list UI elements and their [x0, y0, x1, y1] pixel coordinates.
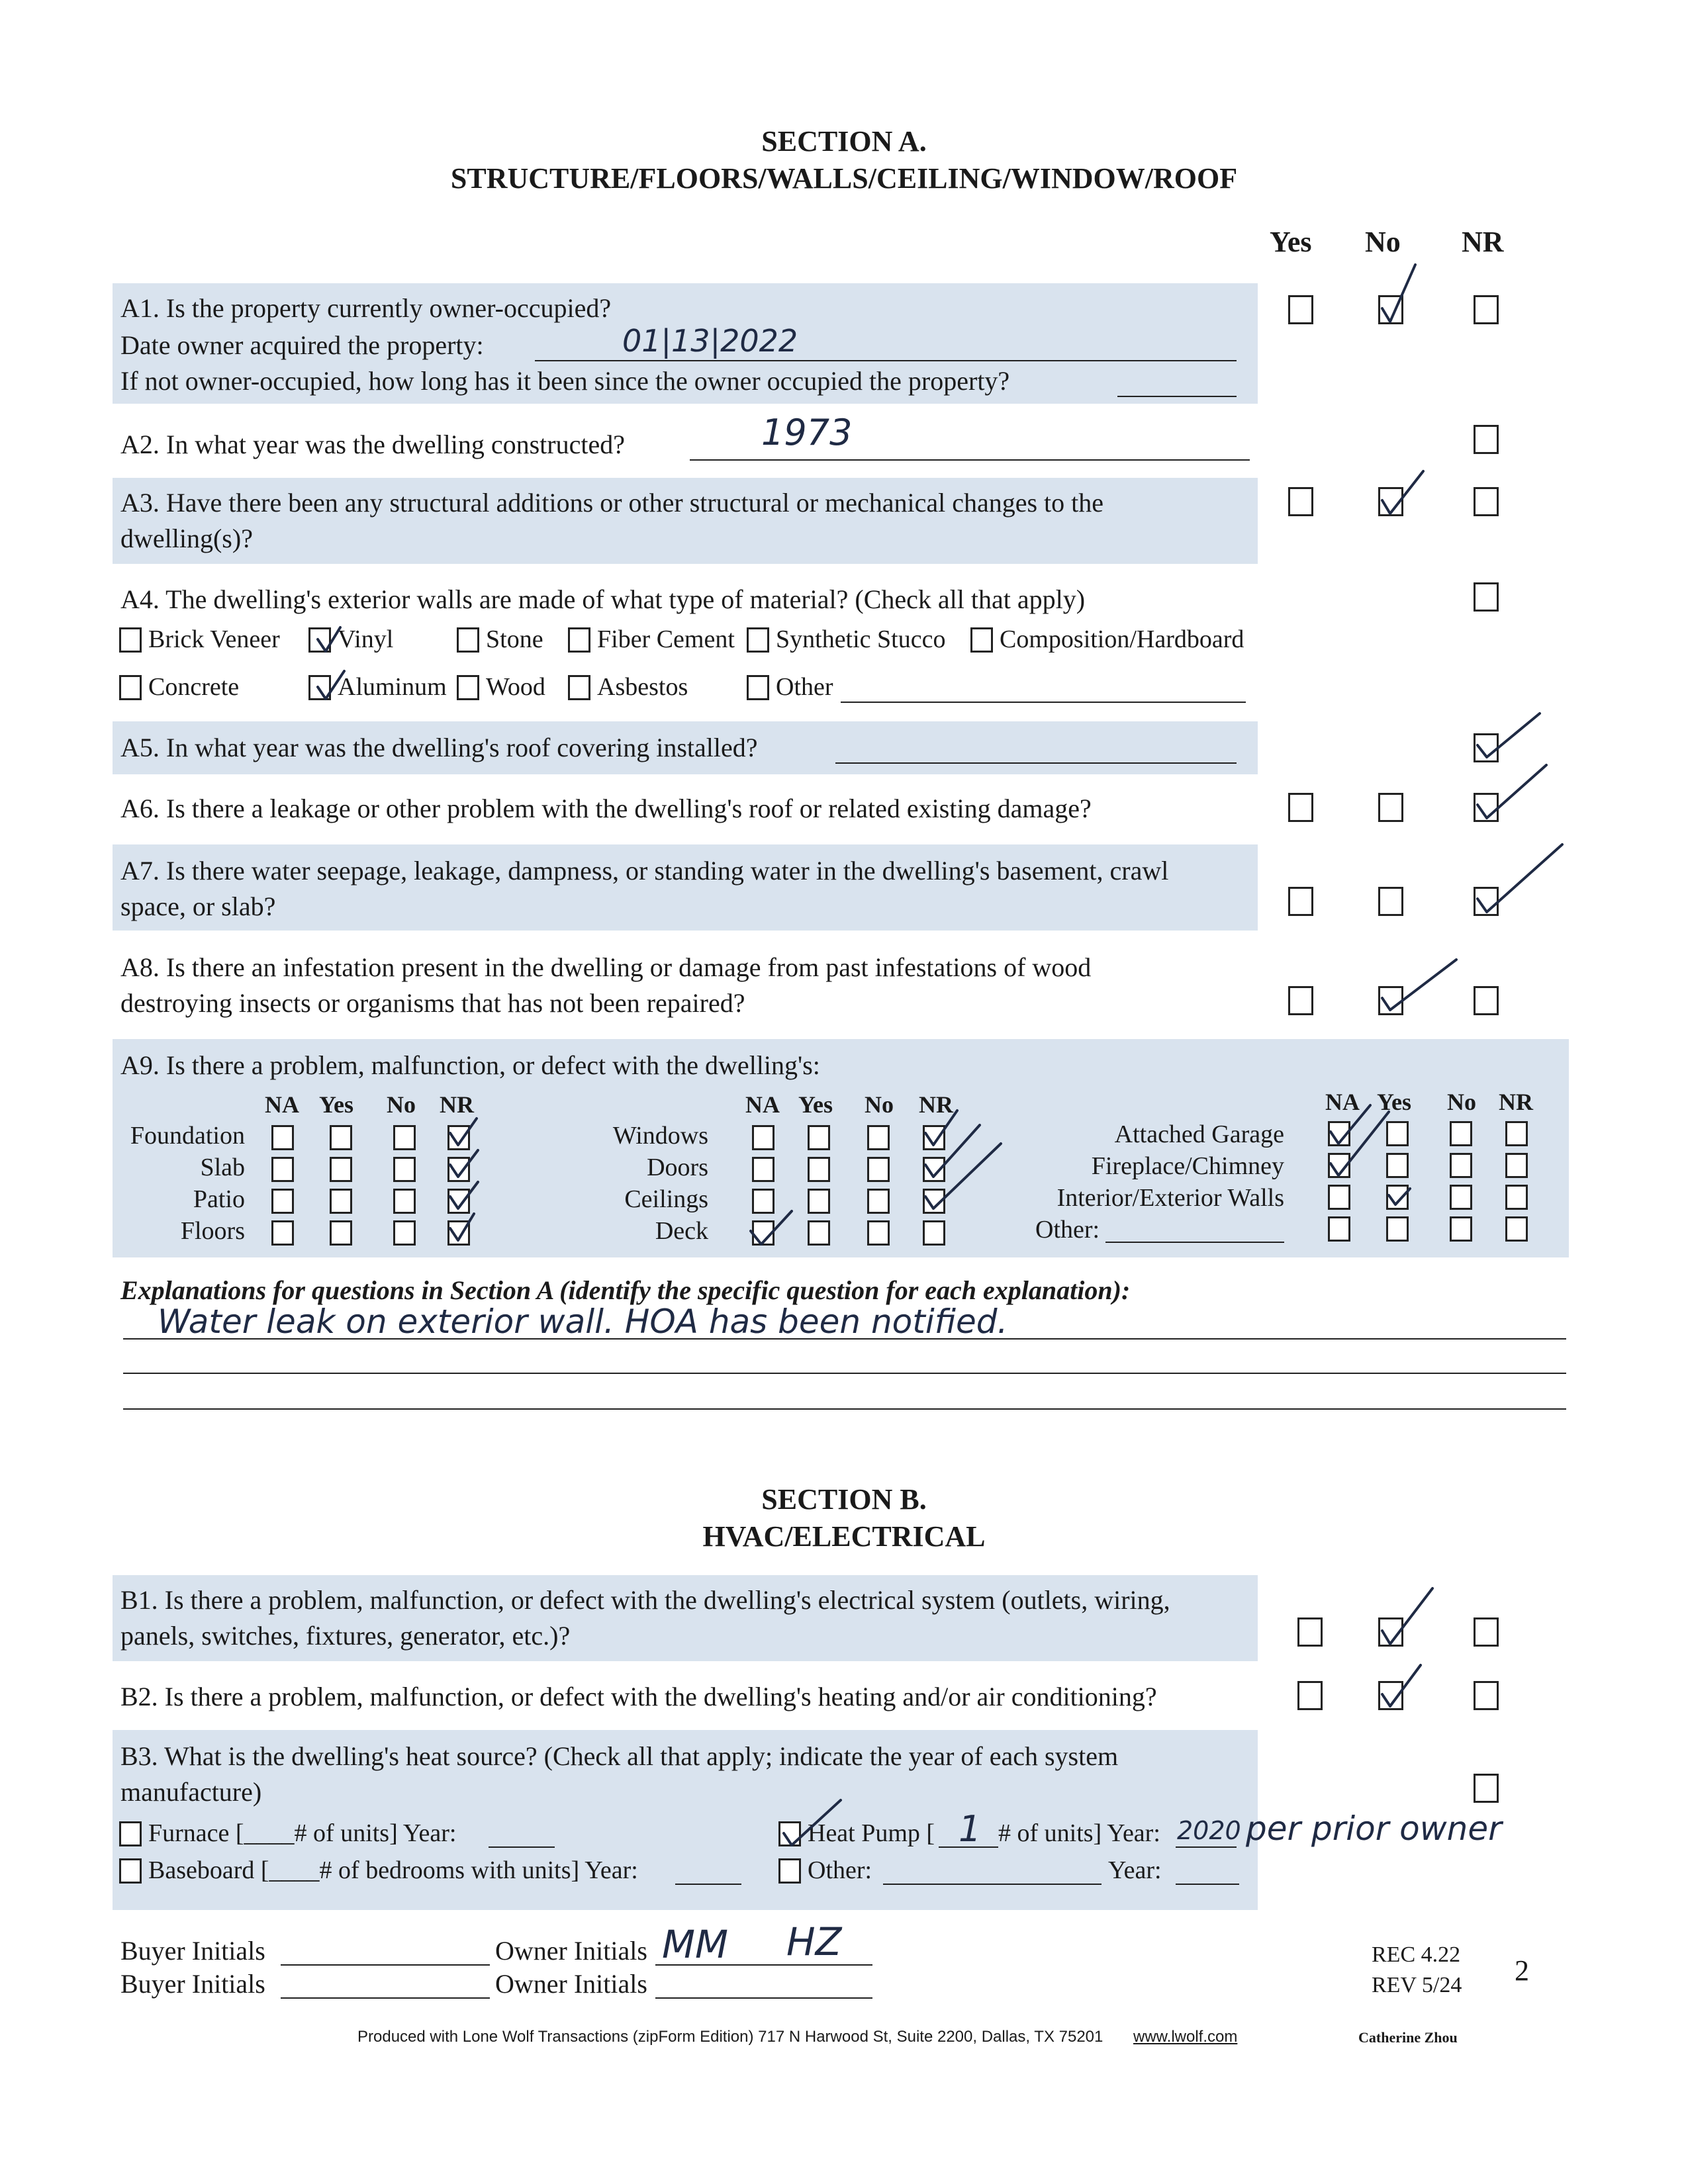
- a9-floors-nr-check: [450, 1214, 474, 1240]
- a5-question: A5. In what year was the dwelling's roof covering installed?: [120, 733, 758, 762]
- a4-comp-label: Composition/Hardboard: [1000, 625, 1244, 653]
- b3-heatpump-year-value[interactable]: 2020: [1177, 1816, 1241, 1845]
- a4-asbestos-label: Asbestos: [597, 673, 688, 701]
- a9-foundation-nr-check: [450, 1118, 477, 1145]
- a2-year-value[interactable]: 1973: [761, 412, 853, 453]
- rec-label: REC 4.22: [1372, 1942, 1461, 1967]
- a4-fiber-label: Fiber Cement: [597, 625, 735, 653]
- a4-aluminum-check: [318, 671, 344, 699]
- a9-g1-header-na: NA: [265, 1091, 299, 1118]
- a1-question: A1. Is the property currently owner-occupied?: [120, 293, 612, 323]
- a9-other-label: Other:: [1035, 1216, 1100, 1244]
- b3-furnace-label: Furnace [____# of units] Year:: [148, 1819, 457, 1847]
- a9-question: A9. Is there a problem, malfunction, or defect with the dwelling's:: [120, 1050, 820, 1080]
- a9-windows-nr-check: [925, 1111, 957, 1145]
- a8-question-line1: A8. Is there an infestation present in the dwelling or damage from past infestations of wood: [120, 952, 1092, 982]
- a6-nr-check: [1477, 765, 1546, 818]
- buyer-initials-label-1: Buyer Initials: [120, 1936, 265, 1966]
- a9-slab-nr-check: [450, 1150, 478, 1177]
- a9-ceilings-label: Ceilings: [624, 1185, 708, 1213]
- a4-concrete-label: Concrete: [148, 673, 240, 701]
- produced-with-text: Produced with Lone Wolf Transactions (zipForm Edition) 717 N Harwood St, Suite 2200, Dallas, TX 75201: [357, 2028, 1103, 2046]
- a1-date-value[interactable]: 01|13|2022: [622, 323, 798, 359]
- b2-no-check: [1382, 1665, 1421, 1706]
- owner-initials-label-1: Owner Initials: [495, 1936, 647, 1966]
- b2-question: B2. Is there a problem, malfunction, or defect with the dwelling's heating and/or air conditioning?: [120, 1682, 1157, 1711]
- a4-vinyl-check: [318, 627, 340, 651]
- a9-windows-label: Windows: [612, 1122, 708, 1150]
- b3-heatpump-check: [784, 1800, 841, 1845]
- a9-garage-na-check: [1331, 1105, 1370, 1144]
- a5-nr-check: [1477, 713, 1540, 757]
- agent-name: Catherine Zhou: [1358, 2029, 1458, 2046]
- a9-ceilings-nr-check: [925, 1144, 1001, 1208]
- a3-no-check: [1382, 471, 1423, 514]
- a9-floors-label: Floors: [180, 1217, 245, 1245]
- col-header-no: No: [1365, 226, 1401, 258]
- page-number: 2: [1515, 1954, 1529, 1987]
- explanations-value[interactable]: Water leak on exterior wall. HOA has been notified.: [158, 1302, 1008, 1341]
- a9-fireplace-label: Fireplace/Chimney: [1091, 1152, 1284, 1180]
- a9-g2-header-no: No: [865, 1091, 894, 1118]
- a9-g1-header-yes: Yes: [319, 1091, 353, 1118]
- a4-stucco-label: Synthetic Stucco: [776, 625, 946, 653]
- b3-heatpump-label-pre: Heat Pump [: [808, 1819, 935, 1847]
- b1-no-check: [1382, 1588, 1432, 1644]
- b3-other-year-label: Year:: [1108, 1856, 1162, 1884]
- a9-g3-header-na: NA: [1325, 1089, 1360, 1115]
- a9-g2-header-nr: NR: [919, 1091, 953, 1118]
- a9-deck-label: Deck: [655, 1217, 708, 1245]
- a9-garage-label: Attached Garage: [1114, 1120, 1284, 1148]
- b3-question-line2: manufacture): [120, 1777, 262, 1807]
- owner-initials-label-2: Owner Initials: [495, 1969, 647, 1999]
- b3-heatpump-label-post: # of units] Year:: [998, 1819, 1160, 1847]
- a9-deck-na-check: [751, 1211, 792, 1244]
- a3-question-line2: dwelling(s)?: [120, 523, 253, 553]
- a2-question: A2. In what year was the dwelling constructed?: [120, 430, 625, 459]
- b3-heatpump-note: per prior owner: [1246, 1809, 1502, 1848]
- b1-question-line1: B1. Is there a problem, malfunction, or defect with the dwelling's electrical system (outlets, wiring,: [120, 1585, 1170, 1615]
- a4-wood-label: Wood: [486, 673, 545, 701]
- b3-baseboard-label: Baseboard [____# of bedrooms with units] Year:: [148, 1856, 638, 1884]
- lwolf-link[interactable]: www.lwolf.com: [1133, 2028, 1238, 2046]
- a7-question-line2: space, or slab?: [120, 891, 276, 921]
- a4-question: A4. The dwelling's exterior walls are made of what type of material? (Check all that apply): [120, 584, 1086, 614]
- owner-initials-value-2[interactable]: HZ: [786, 1919, 842, 1964]
- a1-date-label: Date owner acquired the property:: [120, 330, 484, 360]
- a9-g2-header-na: NA: [745, 1091, 780, 1118]
- a1-no-check: [1382, 265, 1415, 322]
- a9-foundation-label: Foundation: [130, 1122, 245, 1150]
- buyer-initials-label-2: Buyer Initials: [120, 1969, 265, 1999]
- a1-not-occupied-question: If not owner-occupied, how long has it been since the owner occupied the property?: [120, 366, 1010, 396]
- a9-g3-header-nr: NR: [1499, 1089, 1533, 1115]
- b3-heatpump-units-value[interactable]: 1: [959, 1808, 982, 1850]
- a6-question: A6. Is there a leakage or other problem with the dwelling's roof or related existing damage?: [120, 794, 1092, 823]
- section-a-title: SECTION A.: [761, 125, 927, 158]
- a7-question-line1: A7. Is there water seepage, leakage, dampness, or standing water in the dwelling's basement, crawl: [120, 856, 1169, 886]
- rev-label: REV 5/24: [1372, 1973, 1462, 1997]
- section-a-subtitle: STRUCTURE/FLOORS/WALLS/CEILING/WINDOW/ROOF: [450, 162, 1238, 195]
- a4-stone-label: Stone: [486, 625, 543, 653]
- a9-doors-label: Doors: [647, 1154, 708, 1181]
- a7-nr-check: [1477, 844, 1562, 912]
- a3-question-line1: A3. Have there been any structural additions or other structural or mechanical changes to the: [120, 488, 1103, 518]
- a9-g1-header-nr: NR: [440, 1091, 474, 1118]
- b1-question-line2: panels, switches, fixtures, generator, etc.)?: [120, 1621, 571, 1651]
- col-header-nr: NR: [1462, 226, 1504, 258]
- b3-question-line1: B3. What is the dwelling's heat source? (Check all that apply; indicate the year of each system: [120, 1741, 1119, 1771]
- owner-initials-value-1[interactable]: MM: [662, 1922, 729, 1967]
- b3-other-label: Other:: [808, 1856, 872, 1884]
- a9-walls-yes-check: [1389, 1189, 1410, 1205]
- section-b-subtitle: HVAC/ELECTRICAL: [702, 1520, 986, 1553]
- a8-no-check: [1382, 960, 1456, 1010]
- a9-walls-label: Interior/Exterior Walls: [1056, 1184, 1284, 1212]
- a9-patio-label: Patio: [193, 1185, 245, 1213]
- col-header-yes: Yes: [1270, 226, 1312, 258]
- a9-g2-header-yes: Yes: [798, 1091, 833, 1118]
- a9-slab-label: Slab: [200, 1154, 245, 1181]
- a9-patio-nr-check: [450, 1182, 478, 1208]
- a9-g3-header-no: No: [1447, 1089, 1476, 1115]
- a8-question-line2: destroying insects or organisms that has not been repaired?: [120, 988, 745, 1018]
- a9-g3-header-yes: Yes: [1377, 1089, 1411, 1115]
- section-b-title: SECTION B.: [761, 1483, 927, 1516]
- a4-other-label: Other: [776, 673, 833, 701]
- explanations-label: Explanations for questions in Section A (identify the specific question for each explanation):: [120, 1275, 1131, 1305]
- a4-vinyl-label: Vinyl: [338, 625, 394, 653]
- a9-g1-header-no: No: [387, 1091, 416, 1118]
- a9-doors-nr-check: [925, 1125, 980, 1177]
- a4-aluminum-label: Aluminum: [338, 673, 447, 701]
- a4-brick-label: Brick Veneer: [148, 625, 280, 653]
